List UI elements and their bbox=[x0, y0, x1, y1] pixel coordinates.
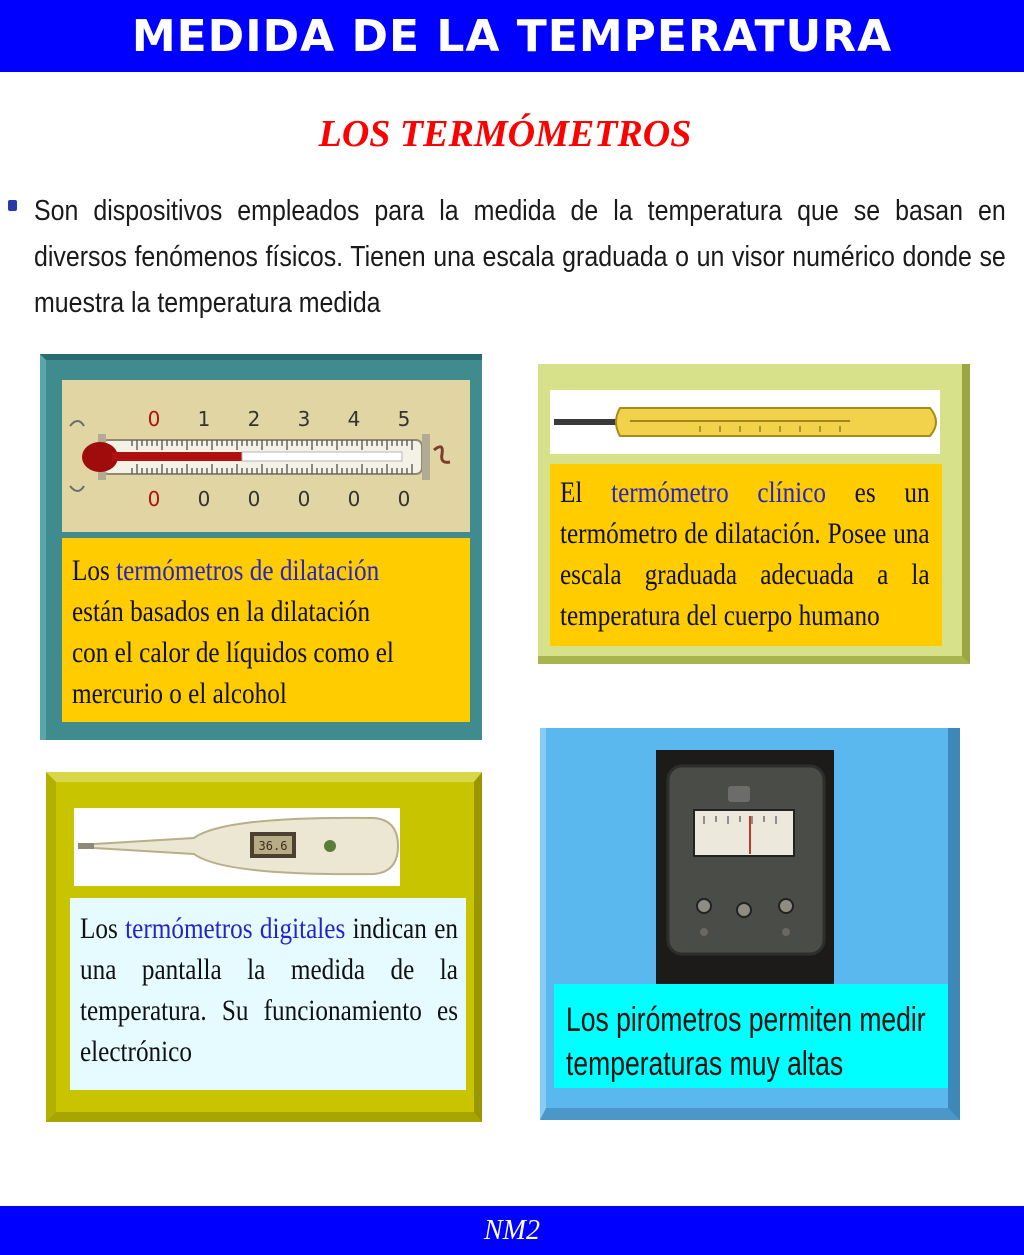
pirometro-text: Los pirómetros permiten medir temperaturas muy altas bbox=[566, 1001, 926, 1083]
pyrometer-icon bbox=[656, 750, 834, 984]
scale-top-label: 3 bbox=[297, 407, 311, 431]
panel-clinico bbox=[538, 364, 970, 664]
scale-bottom-label: 0 bbox=[197, 487, 211, 511]
footer-bar bbox=[0, 1206, 1024, 1255]
title-banner bbox=[0, 0, 1024, 72]
digital-thermometer-icon bbox=[74, 808, 400, 886]
footer-label: NM2 bbox=[484, 1214, 540, 1246]
intro-text: Son dispositivos empleados para la medida de la temperatura que se basan en diversos fenómenos físicos. Tienen una escala graduada o un visor numérico donde se muestra la temperatura medida bbox=[34, 195, 1006, 319]
scale-top-label: 0 bbox=[147, 407, 161, 431]
clinico-caption bbox=[550, 464, 942, 646]
page-title: MEDIDA DE LA TEMPERATURA bbox=[131, 10, 893, 62]
section-subtitle: LOS TERMÓMETROS bbox=[318, 113, 692, 155]
scale-top-label: 1 bbox=[197, 407, 211, 431]
scale-bottom-label: 0 bbox=[347, 487, 361, 511]
clinical-thermometer-image bbox=[550, 390, 940, 454]
panel-digital bbox=[46, 772, 482, 1122]
pirometro-caption bbox=[554, 984, 948, 1088]
liquid-thermometer-icon bbox=[62, 380, 470, 532]
dilatacion-pre: Los bbox=[72, 554, 117, 587]
bullet-icon bbox=[8, 200, 17, 211]
clinico-highlight: termómetro clínico bbox=[611, 476, 826, 509]
dilatacion-highlight: termómetros de dilatación bbox=[116, 554, 380, 587]
clinical-thermometer-icon bbox=[550, 390, 940, 454]
digital-pre: Los bbox=[80, 912, 126, 945]
digital-highlight: termómetros digitales bbox=[125, 912, 346, 945]
digital-caption bbox=[70, 898, 466, 1090]
clinico-post: es un termómetro de dilatación. Posee una escala graduada adecuada a la temperatura del cuerpo humano bbox=[560, 476, 930, 632]
digital-post: indican en una pantalla la medida de la temperatura. Su funcionamiento es electrónico bbox=[80, 912, 458, 1068]
dilatacion-post: están basados en la dilatación con el calor de líquidos como el mercurio o el alcohol bbox=[72, 595, 394, 710]
panel-dilatacion bbox=[40, 354, 482, 740]
scale-top-label: 4 bbox=[347, 407, 361, 431]
scale-bottom-label: 0 bbox=[147, 487, 161, 511]
digital-thermometer-image bbox=[74, 808, 400, 886]
panel-pirometro bbox=[540, 728, 960, 1120]
scale-top-label: 5 bbox=[397, 407, 411, 431]
clinico-pre: El bbox=[560, 476, 612, 509]
digital-display-text: 36.6 bbox=[258, 839, 288, 853]
scale-bottom-label: 0 bbox=[297, 487, 311, 511]
scale-bottom-label: 0 bbox=[397, 487, 411, 511]
pyrometer-image bbox=[656, 750, 834, 984]
liquid-thermometer-image bbox=[62, 380, 470, 532]
scale-bottom-label: 0 bbox=[247, 487, 261, 511]
dilatacion-caption bbox=[62, 538, 470, 722]
intro-bullet bbox=[6, 188, 1010, 326]
scale-top-label: 2 bbox=[247, 407, 261, 431]
